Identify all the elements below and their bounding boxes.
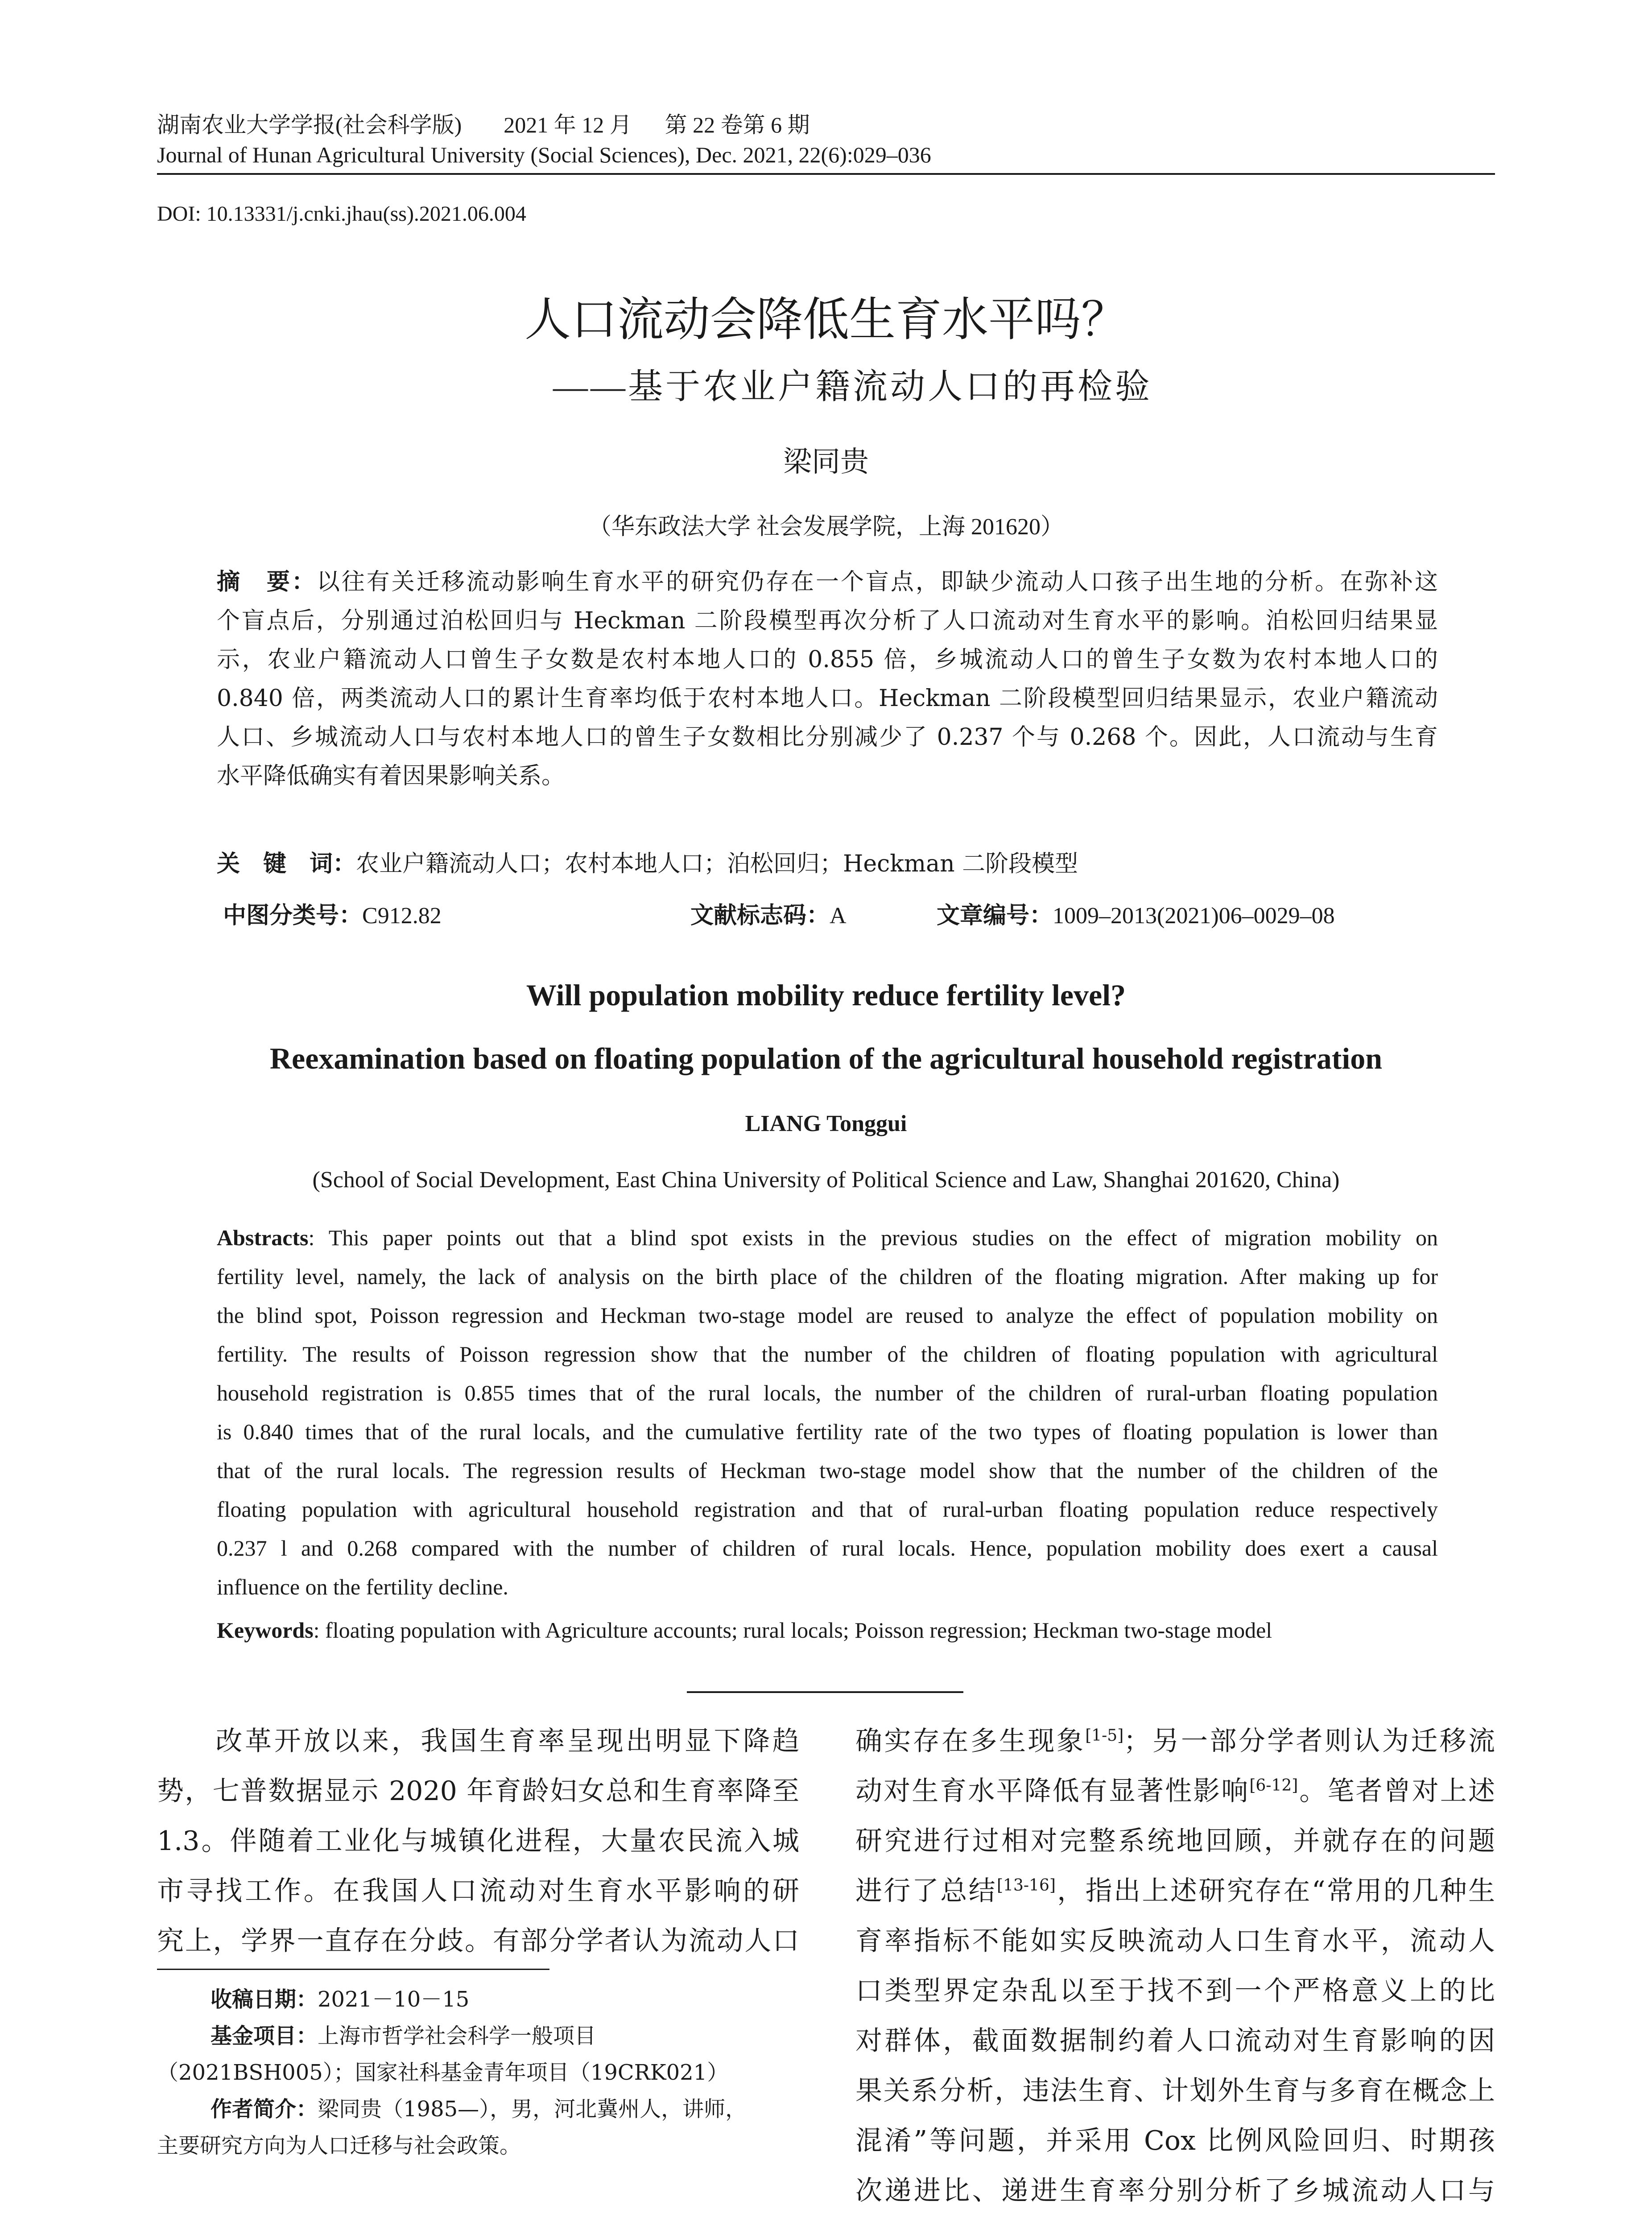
classification-clc bbox=[223, 896, 442, 930]
footnote-author bbox=[157, 2091, 799, 2127]
abstract-en-text: : This paper points out that a blind spot exists in the previous studies on the effect of migration mobility on bbox=[308, 1225, 1438, 1250]
author-cn: 梁同贵 bbox=[783, 446, 869, 479]
journal-issue-cn: 第 22 卷第 6 期 bbox=[665, 112, 810, 137]
header-rule bbox=[157, 173, 1495, 175]
citation: [13-16] bbox=[997, 1876, 1056, 1895]
body-text: 确实存在多生现象 bbox=[855, 1726, 1086, 1757]
section-separator bbox=[687, 1691, 963, 1693]
fund-line1: 上海市哲学社会科学一般项目 bbox=[318, 2024, 596, 2048]
body-text: 动对生育水平降低有显著性影响 bbox=[855, 1776, 1250, 1807]
author-bio-line1: 梁同贵（1985—），男，河北冀州人，讲师， bbox=[318, 2097, 747, 2122]
body-line: 研究进行过相对完整系统地回顾，并就存在的问题 bbox=[855, 1825, 1495, 1857]
affiliation-cn: （华东政法大学 社会发展学院，上海 201620） bbox=[588, 514, 1064, 540]
abstract-cn-line: 0.840 倍，两类流动人口的累计生育率均低于农村本地人口。Heckman 二阶段模型回归结果显示，农业户籍流动 bbox=[217, 685, 1438, 712]
author-bio-label: 作者简介： bbox=[211, 2097, 318, 2122]
abstract-en-line: fertility level, namely, the lack of analysis on the birth place of the children of the floating migration. After making up for bbox=[217, 1264, 1438, 1289]
body-line: 育率指标不能如实反映流动人口生育水平，流动人 bbox=[855, 1925, 1495, 1957]
journal-date-cn: 2021 年 12 月 bbox=[504, 112, 632, 137]
abstract-en-line: is 0.840 times that of the rural locals, and the cumulative fertility rate of the two types of floating population is lower than bbox=[217, 1419, 1438, 1444]
journal-header-en: Journal of Hunan Agricultural University (Social Sciences), Dec. 2021, 22(6):029–036 bbox=[157, 142, 931, 167]
citation: [6-12] bbox=[1249, 1776, 1298, 1795]
body-line: 次递进比、递进生育率分别分析了乡城流动人口与 bbox=[855, 2175, 1495, 2206]
affiliation-en: (School of Social Development, East China University of Political Science and Law, Shanghai 201620, China) bbox=[312, 1167, 1340, 1193]
footnote bbox=[157, 1981, 799, 2164]
body-line: 市寻找工作。在我国人口流动对生育水平影响的研 bbox=[157, 1875, 799, 1907]
abstract-cn bbox=[217, 563, 1438, 796]
body-column-right bbox=[855, 1716, 1495, 2216]
doi: DOI: 10.13331/j.cnki.jhau(ss).2021.06.004 bbox=[157, 202, 526, 226]
footnote-received bbox=[157, 1981, 799, 2018]
abstract-en-line: floating population with agricultural household registration and that of rural-urban floating population reduce respectively bbox=[217, 1497, 1438, 1522]
doc-code-value: A bbox=[830, 903, 847, 929]
abstract-cn-label: 摘 要： bbox=[217, 569, 317, 595]
body-line bbox=[855, 1716, 1495, 1766]
clc-value: C912.82 bbox=[362, 903, 442, 929]
title-en: Will population mobility reduce fertility level? bbox=[526, 978, 1126, 1012]
body-line: 势，七普数据显示 2020 年育龄妇女总和生育率降至 bbox=[157, 1776, 799, 1807]
body-line bbox=[855, 1766, 1495, 1816]
doc-code-label: 文献标志码： bbox=[690, 902, 830, 929]
abstract-en-line bbox=[217, 1218, 1438, 1257]
subtitle-cn: ——基于农业户籍流动人口的再检验 bbox=[553, 367, 1153, 406]
abstract-cn-line: 水平降低确实有着因果影响关系。 bbox=[217, 763, 565, 789]
body-line: 1.3。伴随着工业化与城镇化进程，大量农民流入城 bbox=[157, 1825, 799, 1857]
body-text: ；另一部分学者则认为迁移流 bbox=[1123, 1726, 1495, 1757]
body-text: 。笔者曾对上述 bbox=[1298, 1776, 1495, 1807]
abstract-en-line: influence on the fertility decline. bbox=[217, 1574, 508, 1599]
journal-name-cn: 湖南农业大学学报(社会科学版) bbox=[157, 112, 462, 137]
body-line: 改革开放以来，我国生育率呈现出明显下降趋 bbox=[157, 1726, 799, 1757]
body-line: 果关系分析，违法生育、计划外生育与多育在概念上 bbox=[855, 2075, 1495, 2106]
abstract-en-label: Abstracts bbox=[217, 1225, 309, 1250]
body-text: ，指出上述研究存在“常用的几种生 bbox=[1055, 1875, 1495, 1907]
keywords-en-label: Keywords bbox=[217, 1618, 314, 1643]
received-label: 收稿日期： bbox=[211, 1987, 318, 2012]
classification-article bbox=[937, 896, 1335, 930]
received-value: 2021－10－15 bbox=[318, 1987, 470, 2012]
body-line: 对群体，截面数据制约着人口流动对生育影响的因 bbox=[855, 2025, 1495, 2057]
keywords-cn-text: 农业户籍流动人口；农村本地人口；泊松回归；Heckman 二阶段模型 bbox=[356, 851, 1078, 877]
clc-label: 中图分类号： bbox=[223, 902, 363, 929]
keywords-en-text: : floating population with Agriculture accounts; rural locals; Poisson regression; Heckman two-stage model bbox=[313, 1618, 1272, 1643]
footnote-rule bbox=[157, 1969, 549, 1970]
abstract-cn-line: 示，农业户籍流动人口曾生子女数是农村本地人口的 0.855 倍，乡城流动人口的曾生子女数为农村本地人口的 bbox=[217, 646, 1438, 673]
fund-label: 基金项目： bbox=[211, 2024, 318, 2048]
keywords-en bbox=[217, 1617, 1272, 1643]
abstract-cn-line bbox=[217, 563, 1438, 602]
abstract-cn-line: 人口、乡城流动人口与农村本地人口的曾生子女数相比分别减少了 0.237 个与 0.268 个。因此，人口流动与生育 bbox=[217, 724, 1438, 751]
abstract-en-line: the blind spot, Poisson regression and Heckman two-stage model are reused to analyze the effect of population mobility on bbox=[217, 1303, 1438, 1328]
body-line: 口类型界定杂乱以至于找不到一个严格意义上的比 bbox=[855, 1975, 1495, 2007]
body-line bbox=[855, 1866, 1495, 1916]
footnote-fund-cont: （2021BSH005）；国家社科基金青年项目（19CRK021） bbox=[157, 2060, 729, 2085]
abstract-en-line: household registration is 0.855 times that of the rural locals, the number of the children of rural-urban floating population bbox=[217, 1380, 1438, 1405]
body-line: 混淆”等问题，并采用 Cox 比例风险回归、时期孩 bbox=[855, 2125, 1495, 2156]
subtitle-en: Reexamination based on floating population of the agricultural household registration bbox=[269, 1041, 1383, 1075]
body-line: 究上，学界一直存在分歧。有部分学者认为流动人口 bbox=[157, 1925, 799, 1957]
article-number-value: 1009–2013(2021)06–0029–08 bbox=[1053, 903, 1335, 929]
abstract-cn-line: 个盲点后，分别通过泊松回归与 Heckman 二阶段模型再次分析了人口流动对生育水平的影响。泊松回归结果显 bbox=[217, 607, 1438, 634]
abstract-en bbox=[217, 1218, 1438, 1606]
footnote-author-cont: 主要研究方向为人口迁移与社会政策。 bbox=[157, 2133, 521, 2158]
footnote-fund bbox=[157, 2018, 799, 2054]
abstract-en-line: fertility. The results of Poisson regression show that the number of the children of floating population with agricultural bbox=[217, 1342, 1438, 1367]
classification-doc bbox=[690, 896, 847, 930]
body-column-left bbox=[157, 1716, 799, 1966]
abstract-en-line: that of the rural locals. The regression results of Heckman two-stage model show that the number of the children of the bbox=[217, 1458, 1438, 1483]
citation: [1-5] bbox=[1085, 1726, 1124, 1745]
journal-header-cn bbox=[157, 107, 810, 139]
article-number-label: 文章编号： bbox=[937, 902, 1053, 929]
keywords-cn-label: 关 键 词： bbox=[217, 851, 356, 877]
author-en: LIANG Tonggui bbox=[745, 1111, 907, 1136]
abstract-en-line: 0.237 l and 0.268 compared with the number of children of rural locals. Hence, population mobility does exert a causal bbox=[217, 1536, 1438, 1561]
body-text: 进行了总结 bbox=[855, 1875, 997, 1907]
abstract-cn-text: 以往有关迁移流动影响生育水平的研究仍存在一个盲点，即缺少流动人口孩子出生地的分析。在弥补这 bbox=[316, 569, 1438, 595]
keywords-cn bbox=[217, 845, 1078, 878]
title-cn: 人口流动会降低生育水平吗？ bbox=[524, 292, 1127, 347]
